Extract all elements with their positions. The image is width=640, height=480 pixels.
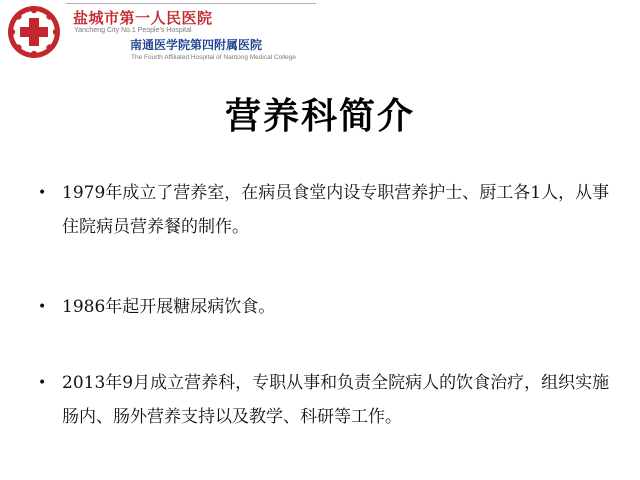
hospital-name-en: Yancheng City No.1 People's Hospital (74, 27, 192, 34)
slide-title: 营养科简介 (224, 96, 415, 137)
red-cross-logo-icon (6, 4, 62, 60)
bullet-item (38, 366, 623, 434)
bullet-point-icon: • (38, 375, 47, 391)
bullet-list (38, 176, 623, 434)
bullet-point-icon: • (38, 299, 47, 315)
bullet-text: 1986年起开展糖尿病饮食。 (62, 297, 276, 317)
hospital-name-cn: 盐城市第一人民医院 (73, 9, 213, 27)
bullet-text: 1979年成立了营养室，在病员食堂内设专职营养护士、厨工各1人，从事住院病员营养餐的制作。 (62, 183, 610, 237)
bullet-text: 2013年9月成立营养科，专职从事和负责全院病人的饮食治疗，组织实施肠内、肠外营养支持以及教学、科研等工作。 (62, 373, 610, 427)
header-divider (66, 3, 316, 4)
slide-header (0, 0, 640, 70)
bullet-item (38, 290, 623, 324)
bullet-point-icon: • (38, 185, 47, 201)
affiliate-name-en: The Fourth Affiliated Hospital of Nantong Medical College (131, 54, 297, 61)
bullet-item (38, 176, 623, 244)
affiliate-name-cn: 南通医学院第四附属医院 (130, 38, 263, 52)
